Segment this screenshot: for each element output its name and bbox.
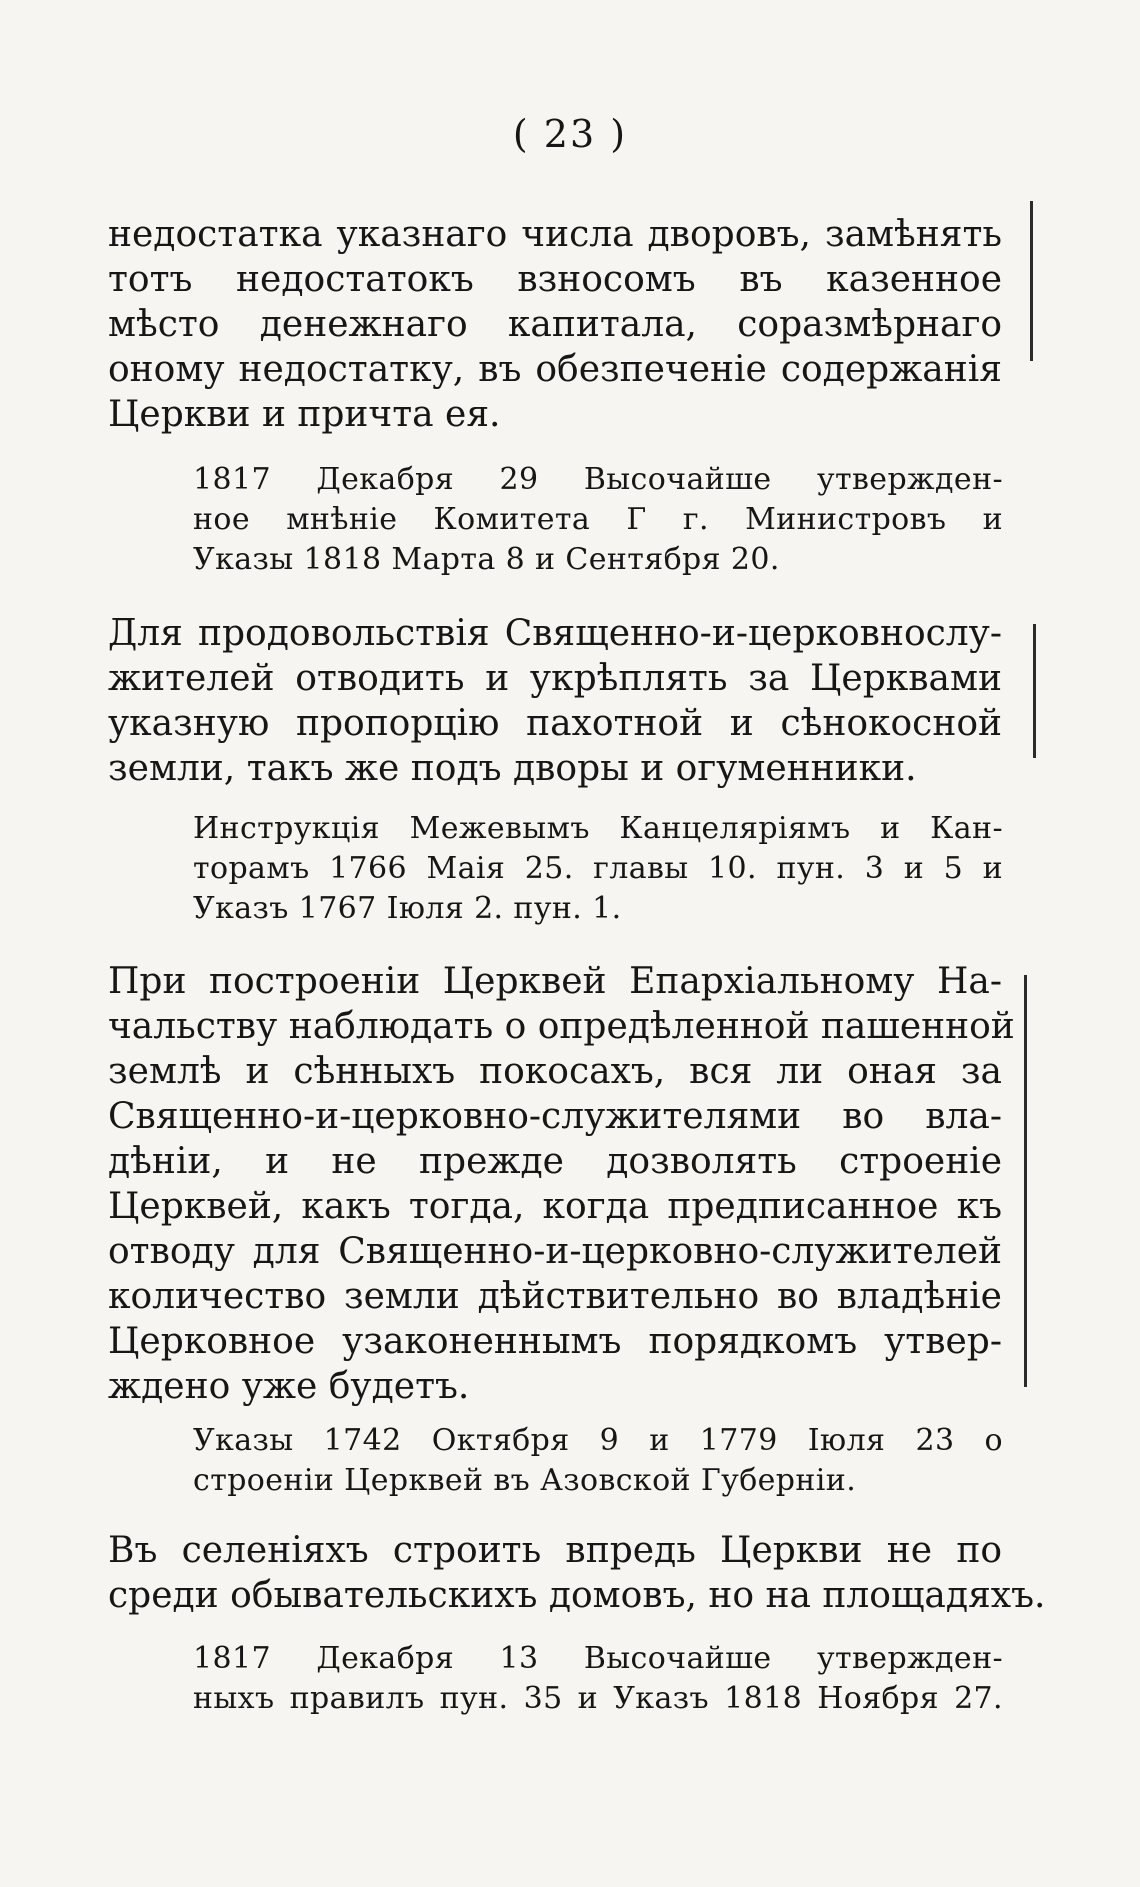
paragraph-line: жителей отводить и укрѣплять за Церквами	[108, 658, 1002, 699]
paragraph-line: тотъ недостатокъ взносомъ въ казенное	[108, 259, 1002, 300]
paragraph-line: мѣсто денежнаго капитала, соразмѣрнаго	[108, 304, 1002, 345]
citation-line: Указъ 1767 Іюля 2. пун. 1.	[193, 891, 622, 926]
paragraph-line: Священно-и-церковно-служителями во вла-	[108, 1096, 1002, 1137]
paragraph-line: количество земли дѣйствительно во владѣніе	[108, 1276, 1002, 1317]
paragraph-line: дѣніи, и не прежде дозволять строеніе	[108, 1141, 1002, 1182]
paragraph-line: среди обывательскихъ домовъ, но на площадяхъ.	[108, 1575, 1046, 1616]
paragraph-line: чальству наблюдать о опредѣленной пашенной	[108, 1006, 1015, 1047]
paragraph-line: оному недостатку, въ обезпеченіе содержанія	[108, 349, 1002, 390]
citation-line: строеніи Церквей въ Азовской Губерніи.	[193, 1463, 857, 1498]
paragraph-line: указную пропорцію пахотной и сѣнокосной	[108, 703, 1002, 744]
citation-line: 1817 Декабря 13 Высочайше утвержден-	[193, 1641, 1003, 1676]
paragraph-line: ждено уже будетъ.	[108, 1366, 470, 1407]
paragraph-line: отводу для Священно-и-церковно-служителей	[108, 1231, 1002, 1272]
citation-line: Инструкція Межевымъ Канцеляріямъ и Кан-	[193, 811, 1003, 846]
margin-mark	[1024, 975, 1027, 1387]
page-number: ( 23 )	[512, 112, 628, 156]
paragraph-line: Церковное узаконеннымъ порядкомъ утвер-	[108, 1321, 1002, 1362]
citation-line: ное мнѣніе Комитета Г г. Министровъ и	[193, 502, 1003, 537]
citation-line: ныхъ правилъ пун. 35 и Указъ 1818 Ноября 27.	[193, 1681, 1003, 1716]
citation-line: Указы 1742 Октября 9 и 1779 Іюля 23 о	[193, 1423, 1003, 1458]
paragraph-line: Церкви и причта ея.	[108, 394, 501, 435]
paragraph-line: недостатка указнаго числа дворовъ, замѣнять	[108, 214, 1002, 255]
citation-line: Указы 1818 Марта 8 и Сентября 20.	[193, 542, 780, 577]
paragraph-line: землѣ и сѣнныхъ покосахъ, вся ли оная за	[108, 1051, 1002, 1092]
paragraph-line: земли, такъ же подъ дворы и огуменники.	[108, 748, 917, 789]
paragraph-line: Для продовольствія Священно-и-церковнослу-	[108, 613, 1002, 654]
citation-line: торамъ 1766 Маія 25. главы 10. пун. 3 и 5 и	[193, 851, 1003, 886]
margin-mark	[1033, 624, 1036, 758]
paragraph-line: Въ селеніяхъ строить впредь Церкви не по	[108, 1530, 1002, 1571]
margin-mark	[1030, 201, 1033, 361]
citation-line: 1817 Декабря 29 Высочайше утвержден-	[193, 462, 1003, 497]
paragraph-line: Церквей, какъ тогда, когда предписанное къ	[108, 1186, 1002, 1227]
paragraph-line: При построеніи Церквей Епархіальному На-	[108, 961, 1002, 1002]
